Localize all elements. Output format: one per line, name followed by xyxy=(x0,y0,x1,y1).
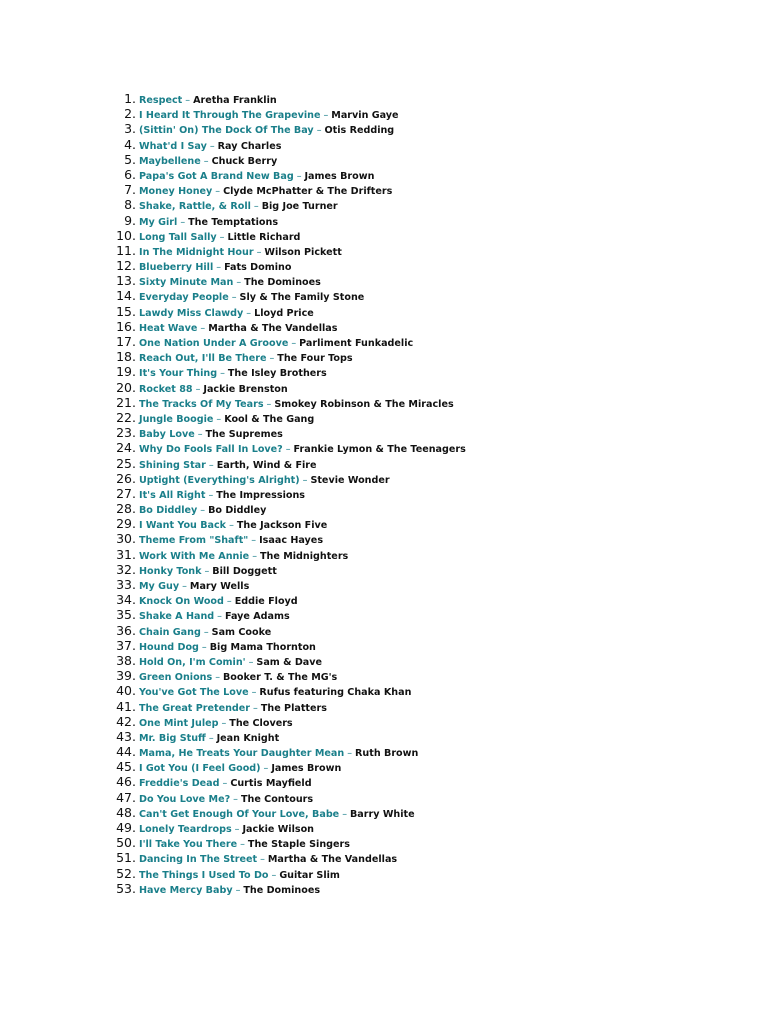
song-title-link[interactable]: Maybellene xyxy=(139,155,201,167)
song-title-link[interactable]: Mama, He Treats Your Daughter Mean xyxy=(139,748,345,760)
artist-name: Sam & Dave xyxy=(256,656,323,668)
list-item xyxy=(108,607,466,622)
artist-name: Sam Cooke xyxy=(211,626,272,638)
song-title-link[interactable]: Respect xyxy=(139,95,183,106)
song-title-link[interactable]: Knock On Wood xyxy=(139,596,224,608)
separator-dash: – xyxy=(347,748,353,760)
item-number: 10. xyxy=(116,227,136,243)
separator-dash: – xyxy=(216,262,222,274)
list-item xyxy=(108,714,466,729)
list-item xyxy=(108,486,466,501)
song-title-link[interactable]: Mr. Big Stuff xyxy=(139,732,206,744)
item-number: 35. xyxy=(116,607,136,623)
item-number: 14. xyxy=(116,288,136,304)
item-number: 16. xyxy=(116,318,136,334)
separator-dash: – xyxy=(233,793,238,805)
song-title-link[interactable]: The Great Pretender xyxy=(139,702,251,714)
separator-dash: – xyxy=(226,596,232,608)
artist-name: Big Mama Thornton xyxy=(209,641,316,653)
item-number: 34. xyxy=(116,592,136,608)
item-number: 47. xyxy=(116,789,136,805)
list-item xyxy=(108,167,466,182)
list-item xyxy=(108,106,466,121)
list-item xyxy=(108,425,466,440)
item-number: 19. xyxy=(116,364,136,380)
artist-name: Curtis Mayfield xyxy=(230,778,312,790)
item-number: 53. xyxy=(116,880,136,896)
song-title-link[interactable]: I Want You Back xyxy=(139,520,227,532)
artist-name: Jean Knight xyxy=(216,732,280,744)
artist-name: Kool & The Gang xyxy=(224,413,315,425)
separator-dash: – xyxy=(251,535,257,547)
song-title-link[interactable]: My Girl xyxy=(139,216,178,228)
separator-dash: – xyxy=(217,611,222,623)
artist-name: Isaac Hayes xyxy=(259,535,324,547)
list-item xyxy=(108,364,466,379)
separator-dash: – xyxy=(216,413,222,425)
song-title-link[interactable]: Reach Out, I'll Be There xyxy=(139,353,267,365)
list-item xyxy=(108,820,466,835)
item-number: 48. xyxy=(116,804,136,820)
item-number: 44. xyxy=(116,744,136,760)
artist-name: Big Joe Turner xyxy=(261,201,338,213)
separator-dash: – xyxy=(302,474,308,486)
song-title-link[interactable]: The Tracks Of My Tears xyxy=(139,398,264,410)
item-number: 26. xyxy=(116,470,136,486)
item-number: 5. xyxy=(124,151,136,167)
item-number: 50. xyxy=(116,835,136,851)
separator-dash: – xyxy=(316,125,322,137)
item-number: 36. xyxy=(116,622,136,638)
artist-name: Eddie Floyd xyxy=(234,596,298,608)
artist-name: Faye Adams xyxy=(224,611,290,623)
item-number: 45. xyxy=(116,759,136,775)
song-title-link[interactable]: In The Midnight Hour xyxy=(139,246,254,258)
list-item xyxy=(108,531,466,546)
list-item xyxy=(108,228,466,243)
song-title-link[interactable]: Bo Diddley xyxy=(139,505,198,517)
song-title-link[interactable]: Papa's Got A Brand New Bag xyxy=(139,170,294,182)
item-number: 24. xyxy=(116,440,136,456)
separator-dash: – xyxy=(248,656,254,668)
list-item xyxy=(108,516,466,531)
separator-dash: – xyxy=(253,702,258,714)
list-item xyxy=(108,91,466,106)
artist-name: Bill Doggett xyxy=(212,565,277,577)
list-item xyxy=(108,577,466,592)
artist-name: James Brown xyxy=(271,763,342,775)
separator-dash: – xyxy=(185,95,191,106)
list-item xyxy=(108,137,466,152)
list-item xyxy=(108,395,466,410)
item-number: 29. xyxy=(116,516,136,532)
item-number: 8. xyxy=(124,197,136,213)
song-title-link[interactable]: Work With Me Annie xyxy=(139,550,250,562)
list-item xyxy=(108,410,466,425)
song-title-link[interactable]: Shining Star xyxy=(139,459,206,471)
list-item xyxy=(108,881,466,896)
song-title-link[interactable]: Shake, Rattle, & Roll xyxy=(139,201,251,213)
list-item xyxy=(108,547,466,562)
separator-dash: – xyxy=(342,808,347,820)
list-item xyxy=(108,638,466,653)
list-item xyxy=(108,288,466,303)
separator-dash: – xyxy=(221,717,227,729)
song-title-link[interactable]: One Mint Julep xyxy=(139,717,219,729)
song-title-link[interactable]: Money Honey xyxy=(139,186,213,198)
item-number: 20. xyxy=(116,379,136,395)
song-title-link[interactable]: Lawdy Miss Clawdy xyxy=(139,307,244,319)
list-item xyxy=(108,213,466,228)
artist-name: Jackie Brenston xyxy=(203,383,288,395)
artist-name: Frankie Lymon & The Teenagers xyxy=(293,444,466,456)
artist-name: The Four Tops xyxy=(277,353,353,365)
separator-dash: – xyxy=(266,398,272,410)
list-item xyxy=(108,850,466,865)
song-title-link[interactable]: It's All Right xyxy=(139,489,206,501)
artist-name: The Contours xyxy=(240,793,314,805)
separator-dash: – xyxy=(200,505,206,517)
item-number: 13. xyxy=(116,273,136,289)
separator-dash: – xyxy=(236,277,242,289)
separator-dash: – xyxy=(208,489,214,501)
separator-dash: – xyxy=(229,520,234,532)
list-item xyxy=(108,805,466,820)
song-title-link[interactable]: I'll Take You There xyxy=(139,839,238,851)
song-title-link[interactable]: My Guy xyxy=(139,581,180,592)
separator-dash: – xyxy=(203,155,209,167)
artist-name: Chuck Berry xyxy=(211,155,278,167)
separator-dash: – xyxy=(291,338,297,349)
separator-dash: – xyxy=(256,246,262,258)
song-list xyxy=(108,91,466,896)
separator-dash: – xyxy=(215,186,221,198)
song-title-link[interactable]: Jungle Boogie xyxy=(139,413,214,425)
separator-dash: – xyxy=(253,201,259,213)
list-item xyxy=(108,334,466,349)
song-title-link[interactable]: Chain Gang xyxy=(139,626,201,638)
song-title-link[interactable]: Long Tall Sally xyxy=(139,231,217,243)
artist-name: Smokey Robinson & The Miracles xyxy=(274,398,454,410)
artist-name: Wilson Pickett xyxy=(264,246,342,258)
item-number: 21. xyxy=(116,394,136,410)
separator-dash: – xyxy=(285,444,291,456)
song-title-link[interactable]: Dancing In The Street xyxy=(139,854,258,866)
song-title-link[interactable]: Theme From "Shaft" xyxy=(139,535,249,547)
item-number: 33. xyxy=(116,577,136,592)
list-item xyxy=(108,744,466,759)
item-number: 42. xyxy=(116,713,136,729)
item-number: 28. xyxy=(116,501,136,517)
separator-dash: – xyxy=(222,778,228,790)
list-item xyxy=(108,243,466,258)
song-title-link[interactable]: Have Mercy Baby xyxy=(139,884,233,896)
artist-name: The Supremes xyxy=(205,429,283,441)
item-number: 2. xyxy=(124,106,136,122)
song-title-link[interactable]: I Got You (I Feel Good) xyxy=(139,763,261,775)
item-number: 37. xyxy=(116,637,136,653)
song-title-link[interactable]: Do You Love Me? xyxy=(139,793,231,805)
song-title-link[interactable]: Baby Love xyxy=(139,429,195,441)
list-item xyxy=(108,197,466,212)
song-title-link[interactable]: Rocket 88 xyxy=(139,383,193,395)
separator-dash: – xyxy=(209,140,215,152)
item-number: 6. xyxy=(124,166,136,182)
artist-name: Lloyd Price xyxy=(254,307,314,319)
song-title-link[interactable]: Blueberry Hill xyxy=(139,262,214,274)
separator-dash: – xyxy=(180,216,186,228)
list-item xyxy=(108,683,466,698)
list-item xyxy=(108,653,466,668)
song-title-link[interactable]: Heat Wave xyxy=(139,322,198,334)
list-item xyxy=(108,623,466,638)
song-title-link[interactable]: One Nation Under A Groove xyxy=(139,338,289,349)
song-title-link[interactable]: I Heard It Through The Grapevine xyxy=(139,110,321,122)
separator-dash: – xyxy=(182,581,187,592)
list-item xyxy=(108,501,466,516)
separator-dash: – xyxy=(203,626,209,638)
separator-dash: – xyxy=(219,231,225,243)
item-number: 43. xyxy=(116,728,136,744)
separator-dash: – xyxy=(208,732,214,744)
item-number: 18. xyxy=(116,349,136,365)
separator-dash: – xyxy=(215,672,220,684)
list-item xyxy=(108,456,466,471)
song-title-link[interactable]: What'd I Say xyxy=(139,140,207,152)
separator-dash: – xyxy=(234,824,240,835)
list-item xyxy=(108,440,466,455)
separator-dash: – xyxy=(260,854,265,866)
list-item xyxy=(108,729,466,744)
artist-name: James Brown xyxy=(304,170,375,182)
artist-name: Mary Wells xyxy=(189,581,250,592)
song-title-link[interactable]: Shake A Hand xyxy=(139,611,215,623)
list-item xyxy=(108,668,466,683)
item-number: 9. xyxy=(124,212,136,228)
artist-name: Aretha Franklin xyxy=(193,95,277,106)
artist-name: Parliment Funkadelic xyxy=(299,338,414,349)
song-title-link[interactable]: It's Your Thing xyxy=(139,368,218,380)
artist-name: Earth, Wind & Fire xyxy=(216,459,317,471)
list-item xyxy=(108,562,466,577)
artist-name: Little Richard xyxy=(227,231,301,243)
item-number: 38. xyxy=(116,652,136,668)
separator-dash: – xyxy=(231,292,237,304)
item-number: 49. xyxy=(116,820,136,835)
artist-name: The Jackson Five xyxy=(236,520,328,532)
artist-name: The Dominoes xyxy=(244,277,321,289)
item-number: 39. xyxy=(116,668,136,684)
song-title-link[interactable]: The Things I Used To Do xyxy=(139,869,269,881)
item-number: 32. xyxy=(116,561,136,577)
list-item xyxy=(108,380,466,395)
list-item xyxy=(108,152,466,167)
item-number: 52. xyxy=(116,865,136,881)
song-title-link[interactable]: Everyday People xyxy=(139,292,229,304)
item-number: 27. xyxy=(116,485,136,501)
list-item xyxy=(108,866,466,881)
item-number: 31. xyxy=(116,546,136,562)
item-number: 23. xyxy=(116,425,136,441)
song-title-link[interactable]: You've Got The Love xyxy=(139,687,249,699)
list-item xyxy=(108,592,466,607)
item-number: 51. xyxy=(116,850,136,866)
list-item xyxy=(108,699,466,714)
artist-name: Ray Charles xyxy=(217,140,282,152)
item-number: 41. xyxy=(116,698,136,714)
list-item xyxy=(108,471,466,486)
separator-dash: – xyxy=(208,459,214,471)
item-number: 11. xyxy=(116,242,136,258)
list-item xyxy=(108,319,466,334)
artist-name: The Dominoes xyxy=(243,884,321,896)
artist-name: Otis Redding xyxy=(324,125,395,137)
artist-name: Barry White xyxy=(350,808,415,820)
song-title-link[interactable]: Lonely Teardrops xyxy=(139,824,232,835)
list-item xyxy=(108,273,466,288)
item-number: 3. xyxy=(124,121,136,137)
separator-dash: – xyxy=(246,307,252,319)
artist-name: Rufus featuring Chaka Khan xyxy=(259,687,412,699)
separator-dash: – xyxy=(200,322,206,334)
item-number: 12. xyxy=(116,258,136,274)
artist-name: Ruth Brown xyxy=(355,748,419,760)
song-title-link[interactable]: Hold On, I'm Comin' xyxy=(139,656,246,668)
list-item xyxy=(108,835,466,850)
artist-name: Martha & The Vandellas xyxy=(208,322,338,334)
list-item xyxy=(108,790,466,805)
artist-name: Martha & The Vandellas xyxy=(267,854,398,866)
artist-name: The Isley Brothers xyxy=(227,368,327,380)
item-number: 25. xyxy=(116,455,136,471)
artist-name: The Midnighters xyxy=(259,550,349,562)
artist-name: Sly & The Family Stone xyxy=(239,292,365,304)
artist-name: The Temptations xyxy=(188,216,279,228)
list-item xyxy=(108,759,466,774)
artist-name: Marvin Gaye xyxy=(331,110,399,122)
song-title-link[interactable]: Why Do Fools Fall In Love? xyxy=(139,444,283,456)
song-title-link[interactable]: Uptight (Everything's Alright) xyxy=(139,474,300,486)
separator-dash: – xyxy=(240,839,245,851)
separator-dash: – xyxy=(197,429,203,441)
artist-name: Booker T. & The MG's xyxy=(223,672,338,684)
separator-dash: – xyxy=(204,565,210,577)
song-title-link[interactable]: Hound Dog xyxy=(139,641,199,653)
artist-name: Guitar Slim xyxy=(279,869,340,881)
song-title-link[interactable]: Honky Tonk xyxy=(139,565,202,577)
item-number: 15. xyxy=(116,303,136,319)
song-title-link[interactable]: (Sittin' On) The Dock Of The Bay xyxy=(139,125,314,137)
song-title-link[interactable]: Can't Get Enough Of Your Love, Babe xyxy=(139,808,340,820)
item-number: 1. xyxy=(124,91,136,106)
artist-name: Bo Diddley xyxy=(208,505,267,517)
separator-dash: – xyxy=(296,170,302,182)
separator-dash: – xyxy=(220,368,225,380)
artist-name: Jackie Wilson xyxy=(242,824,315,835)
song-title-link[interactable]: Sixty Minute Man xyxy=(139,277,234,289)
item-number: 7. xyxy=(124,182,136,198)
item-number: 22. xyxy=(116,409,136,425)
artist-name: Fats Domino xyxy=(224,262,292,274)
item-number: 17. xyxy=(116,334,136,349)
artist-name: Clyde McPhatter & The Drifters xyxy=(223,186,393,198)
separator-dash: – xyxy=(201,641,207,653)
artist-name: The Staple Singers xyxy=(247,839,350,851)
list-item xyxy=(108,182,466,197)
artist-name: The Platters xyxy=(260,702,327,714)
item-number: 46. xyxy=(116,774,136,790)
artist-name: The Impressions xyxy=(216,489,305,501)
item-number: 4. xyxy=(124,136,136,152)
separator-dash: – xyxy=(269,353,275,365)
song-title-link[interactable]: Green Onions xyxy=(139,672,213,684)
artist-name: Stevie Wonder xyxy=(310,474,390,486)
artist-name: The Clovers xyxy=(229,717,293,729)
separator-dash: – xyxy=(252,550,257,562)
separator-dash: – xyxy=(323,110,329,122)
separator-dash: – xyxy=(195,383,201,395)
separator-dash: – xyxy=(263,763,269,775)
list-item xyxy=(108,304,466,319)
song-title-link[interactable]: Freddie's Dead xyxy=(139,778,220,790)
separator-dash: – xyxy=(235,884,241,896)
list-item xyxy=(108,258,466,273)
list-item xyxy=(108,774,466,789)
separator-dash: – xyxy=(251,687,257,699)
item-number: 30. xyxy=(116,531,136,547)
separator-dash: – xyxy=(271,869,277,881)
list-item xyxy=(108,349,466,364)
list-item xyxy=(108,121,466,136)
item-number: 40. xyxy=(116,683,136,699)
